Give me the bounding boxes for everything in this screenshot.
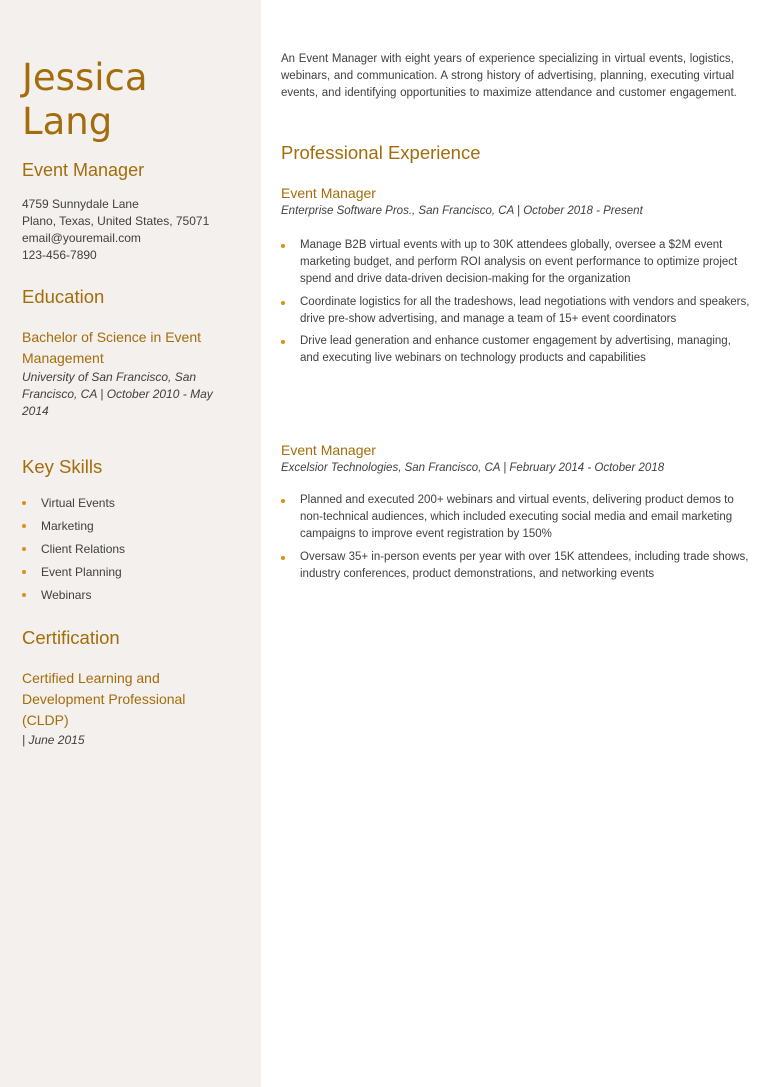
skill-item (22, 586, 125, 609)
skill-label: Event Planning (41, 565, 122, 579)
last-name: Lang (22, 100, 113, 143)
job-role: Event Manager (281, 185, 376, 201)
bullet-icon (281, 556, 285, 560)
job-bullet (281, 237, 751, 289)
job-role: Event Manager (281, 442, 376, 458)
skill-item (22, 540, 125, 563)
job-bullet (281, 549, 751, 583)
skill-label: Marketing (41, 519, 94, 533)
certification-date: | June 2015 (22, 733, 85, 747)
skill-item (22, 563, 125, 586)
job-bullet-text: Oversaw 35+ in-person events per year with over 15K attendees, including trade shows, industry conferences, product demonstrations, and networking events (300, 550, 749, 580)
education-degree: Bachelor of Science in Event Management (22, 329, 201, 366)
city-address: Plano, Texas, United States, 75071 (22, 214, 210, 228)
bullet-icon (22, 593, 26, 597)
job-meta: Excelsior Technologies, San Francisco, CA | February 2014 - October 2018 (281, 462, 665, 474)
education-details: University of San Francisco, San Francisco, CA | October 2010 - May 2014 (22, 370, 213, 418)
job-title: Event Manager (22, 160, 145, 180)
bullet-icon (22, 501, 26, 505)
bullet-icon (22, 524, 26, 528)
job-bullet-text: Drive lead generation and enhance customer engagement by advertising, managing, and executing live webinars on technology products and capabilities (300, 335, 731, 365)
skill-label: Webinars (41, 588, 92, 602)
email: email@youremail.com (22, 231, 141, 245)
job-bullet (281, 333, 751, 367)
first-name: Jessica (22, 56, 148, 99)
job-bullet-list (281, 237, 751, 367)
skill-label: Virtual Events (41, 496, 115, 510)
job-bullet-list (281, 492, 751, 583)
street-address: 4759 Sunnydale Lane (22, 197, 139, 211)
job-entry (281, 441, 751, 588)
bullet-icon (281, 244, 285, 248)
sidebar (0, 0, 261, 1087)
job-entry (281, 184, 751, 372)
job-meta: Enterprise Software Pros., San Francisco, CA | October 2018 - Present (281, 205, 643, 217)
job-bullet (281, 294, 751, 328)
skill-label: Client Relations (41, 542, 126, 556)
bullet-icon (281, 301, 285, 305)
job-bullet-text: Coordinate logistics for all the tradeshows, lead negotiations with vendors and speakers, drive pre-show advertising, and manage a team of 15+ event coordinators (300, 295, 750, 325)
bullet-icon (22, 547, 26, 551)
education-heading: Education (22, 286, 105, 307)
job-bullet-text: Manage B2B virtual events with up to 30K attendees globally, oversee a $2M event marketing budget, and perform ROI analysis on event performance to optimize project spend and drive data-driven decision-making for the organization (300, 239, 738, 286)
skills-list (22, 494, 125, 609)
certification-heading: Certification (22, 627, 120, 648)
skill-item (22, 494, 125, 517)
skills-heading: Key Skills (22, 456, 103, 477)
experience-heading: Professional Experience (281, 142, 481, 163)
candidate-name (22, 56, 252, 144)
job-bullet-text: Planned and executed 200+ webinars and virtual events, delivering product demos to non-technical audiences, which included executing social media and email marketing campaigns to improve event registration by 150% (300, 494, 734, 541)
certification-name: Certified Learning and Development Professional (CLDP) (22, 670, 186, 728)
contact-info (22, 196, 252, 264)
phone: 123-456-7890 (22, 248, 97, 262)
bullet-icon (22, 570, 26, 574)
bullet-icon (281, 340, 285, 344)
skill-item (22, 517, 125, 540)
bullet-icon (281, 499, 285, 503)
professional-summary: An Event Manager with eight years of experience specializing in virtual events, logistics, webinars, and communication. A strong history of advertising, planning, executing virtual events, and identifying opportunities to maximize attendance and customer engagement. (281, 53, 737, 100)
job-bullet (281, 492, 751, 544)
